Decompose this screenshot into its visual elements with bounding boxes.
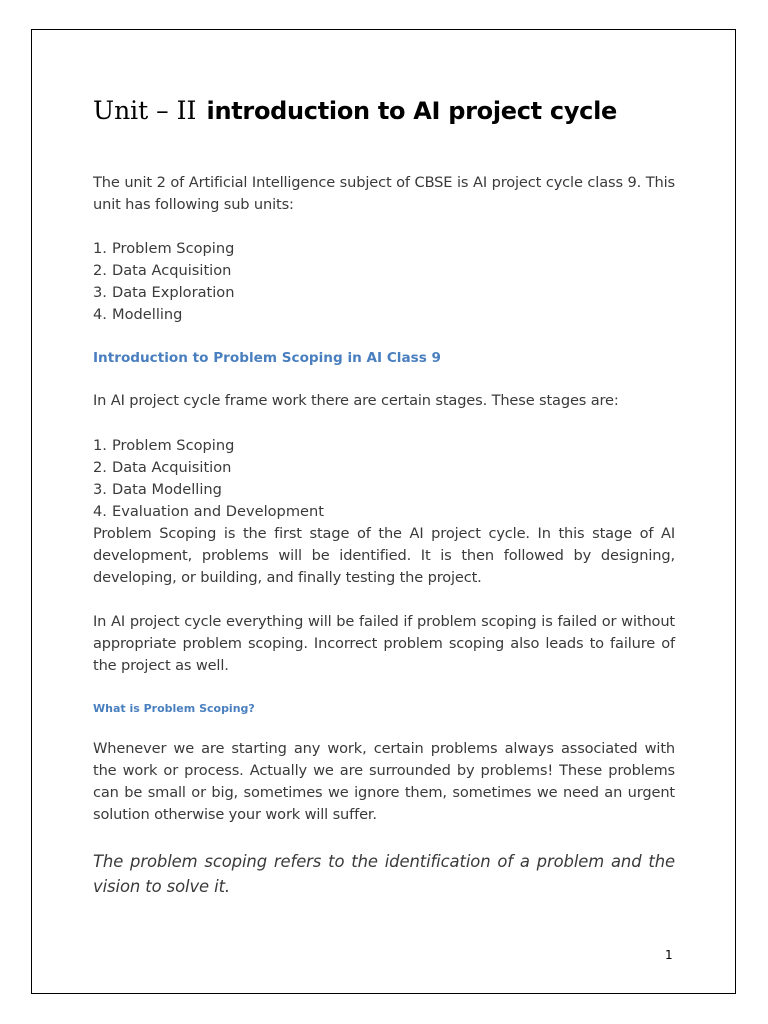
page-title [93, 89, 617, 130]
sub-units-list [93, 238, 235, 326]
list-text: Data Acquisition [112, 459, 232, 476]
list-number: 3. [93, 284, 107, 301]
list-item [93, 457, 324, 479]
stages-list [93, 435, 324, 523]
list-item [93, 435, 324, 457]
subheading: What is Problem Scoping? [93, 702, 255, 715]
list-text: Problem Scoping [112, 240, 235, 257]
list-number: 3. [93, 481, 107, 498]
list-item [93, 479, 324, 501]
first-stage-paragraph: Problem Scoping is the first stage of the AI project cycle. In this stage of AI development, problems will be identified. It is then followed by designing, developing, or building, and finally testing the project. [93, 525, 675, 586]
list-number: 4. [93, 503, 107, 520]
page-number: 1 [665, 948, 673, 962]
list-number: 2. [93, 262, 107, 279]
definition-quote: The problem scoping refers to the identification of a problem and the vision to solve it. [93, 852, 675, 896]
list-text: Problem Scoping [112, 437, 235, 454]
list-item [93, 282, 235, 304]
list-text: Data Acquisition [112, 262, 232, 279]
list-item [93, 304, 235, 326]
title-text: introduction to AI project cycle [206, 97, 618, 125]
list-text: Evaluation and Development [112, 503, 324, 520]
title-unit: Unit – II [93, 96, 197, 125]
list-number: 4. [93, 306, 107, 323]
list-text: Modelling [112, 306, 183, 323]
list-text: Data Exploration [112, 284, 235, 301]
list-number: 1. [93, 437, 107, 454]
stages-intro-paragraph: In AI project cycle frame work there are certain stages. These stages are: [93, 392, 619, 409]
problems-paragraph: Whenever we are starting any work, certain problems always associated with the work or process. Actually we are surrounded by problems! These problems can be small or big, sometimes we ignore them, sometimes we need an urgent solution otherwise your work will suffer. [93, 740, 675, 823]
intro-paragraph: The unit 2 of Artificial Intelligence subject of CBSE is AI project cycle class 9. This unit has following sub units: [93, 174, 675, 213]
failure-paragraph: In AI project cycle everything will be failed if problem scoping is failed or without appropriate problem scoping. Incorrect problem scoping also leads to failure of the project as well. [93, 613, 675, 674]
list-item [93, 501, 324, 523]
list-text: Data Modelling [112, 481, 222, 498]
list-item [93, 260, 235, 282]
list-item [93, 238, 235, 260]
section-heading: Introduction to Problem Scoping in AI Class 9 [93, 350, 442, 366]
list-number: 2. [93, 459, 107, 476]
list-number: 1. [93, 240, 107, 257]
